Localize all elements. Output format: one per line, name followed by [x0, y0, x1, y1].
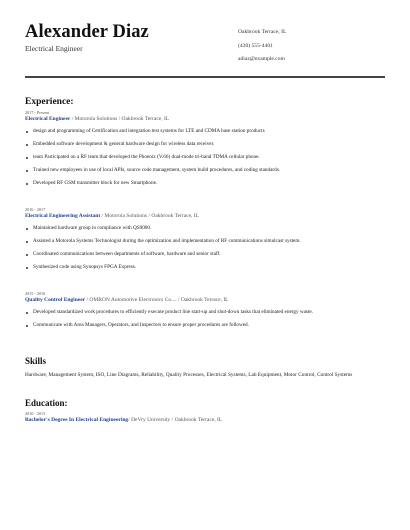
education-dates: 2010 - 2013 [25, 411, 46, 416]
skills-list: Hardware, Management System, ISO, Line Diagrams, Reliability, Quality Processes, Electrical Systems, Lab Equipment, Motor Control, Control Systems [25, 372, 353, 378]
job-details: / OMRON Automotive Electronics Co.... / Oakbrook Terrace, IL [85, 297, 229, 303]
job-details: / Motorola Solutions / Oakbrook Terrace, IL [70, 116, 170, 122]
experience-heading: Experience: [25, 97, 74, 107]
header-divider [25, 76, 385, 78]
job-entry [25, 291, 385, 329]
list-item: team Participated on a RF team that developed the Phoenix (V.66) dual-mode tri-band TDMA cellular phone. [25, 154, 385, 161]
education-heading-line [25, 416, 385, 424]
job-dates: 2015 - 2016 [25, 291, 46, 296]
list-item: Assisted a Motorola Systems Technologist during the optimization and implementation of RF communications simulcast system. [25, 238, 385, 245]
job-bullets [25, 309, 385, 329]
candidate-role: Electrical Engineer [25, 44, 83, 53]
job-title: Electrical Engineering Assistant [25, 213, 101, 219]
job-title: Quality Control Engineer [25, 297, 86, 303]
education-entry [25, 411, 385, 424]
list-item: Synthesized code using Synopsys FPGA Express. [25, 264, 385, 271]
job-heading [25, 115, 385, 123]
degree-title: Bachelor's Degree In Electrical Engineering [25, 417, 129, 423]
contact-phone: (430) 555-4401 [238, 43, 273, 49]
job-heading [25, 212, 385, 220]
contact-location: Oakbrook Terrace, IL [238, 29, 287, 35]
job-entry [25, 207, 385, 271]
education-details: / DeVry University / Oakbrook Terrace, IL [128, 417, 223, 423]
job-bullets [25, 225, 385, 271]
job-dates: 2017 - Present [25, 110, 50, 115]
list-item: Developed RF GSM transmitter block for new Smartphone. [25, 180, 385, 187]
list-item: Maintained hardware group in compliance with QS9000. [25, 225, 385, 232]
job-details: / Motorola Solutions / Oakbrook Terrace, IL [100, 213, 199, 219]
list-item: Developed standardized work procedures to efficiently execute product line start-up and shut-down tasks that eliminated energy waste. [25, 309, 385, 316]
list-item: Embedded software development & general hardware design for wireless data receiver. [25, 141, 385, 148]
job-title: Electrical Engineer [25, 116, 71, 122]
job-entry [25, 110, 385, 187]
list-item: Trained new employees in use of local APIs, source code management, system build procedures, and coding standards. [25, 167, 385, 174]
list-item: Communicate with Area Managers, Operators, and Inspectors to ensure proper procedures are followed. [25, 322, 385, 329]
education-heading: Education: [25, 398, 68, 408]
candidate-name: Alexander Diaz [25, 22, 149, 42]
skills-heading: Skills [25, 356, 47, 366]
list-item: design and programming of Certification and integration test systems for LTE and CDMA base station products [25, 128, 385, 135]
job-dates: 2016 - 2017 [25, 207, 46, 212]
job-heading [25, 296, 385, 304]
contact-email: adiaz@example.com [238, 56, 285, 62]
list-item: Coordinated communications between departments of software, hardware and senior staff. [25, 251, 385, 258]
job-bullets [25, 128, 385, 187]
